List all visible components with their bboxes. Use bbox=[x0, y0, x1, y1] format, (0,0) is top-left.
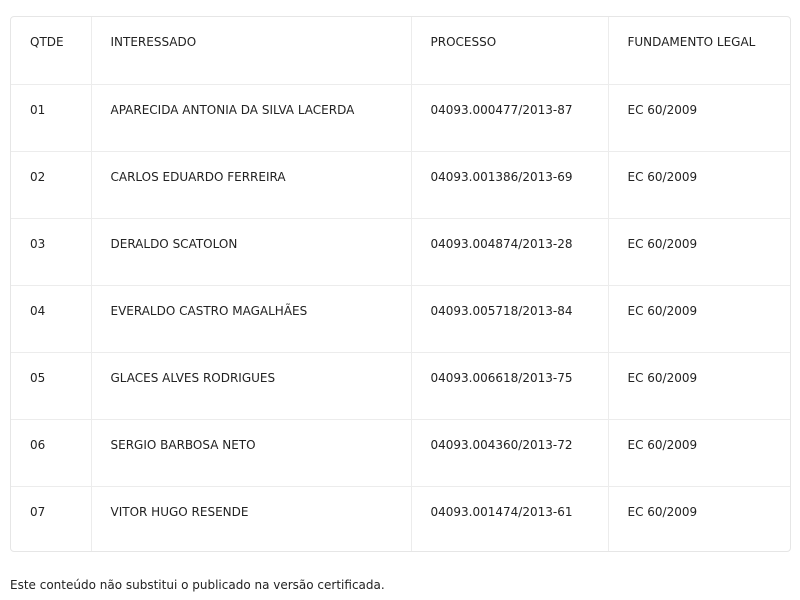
table-row bbox=[11, 84, 790, 151]
cell-interessado: SERGIO BARBOSA NETO bbox=[91, 419, 411, 486]
cell-qtde: 07 bbox=[11, 486, 91, 552]
header-processo: PROCESSO bbox=[411, 17, 608, 84]
cell-qtde: 05 bbox=[11, 352, 91, 419]
cell-qtde: 02 bbox=[11, 151, 91, 218]
cell-interessado: EVERALDO CASTRO MAGALHÃES bbox=[91, 285, 411, 352]
cell-fundamento-legal: EC 60/2009 bbox=[608, 419, 790, 486]
cell-interessado: DERALDO SCATOLON bbox=[91, 218, 411, 285]
cell-processo: 04093.005718/2013-84 bbox=[411, 285, 608, 352]
interessados-table bbox=[11, 17, 790, 552]
cell-interessado: VITOR HUGO RESENDE bbox=[91, 486, 411, 552]
cell-fundamento-legal: EC 60/2009 bbox=[627, 504, 698, 519]
table-row bbox=[11, 151, 790, 218]
cell-interessado: GLACES ALVES RODRIGUES bbox=[91, 352, 411, 419]
cell-fundamento-legal: EC 60/2009 bbox=[608, 285, 790, 352]
cell-processo: 04093.001386/2013-69 bbox=[411, 151, 608, 218]
certification-disclaimer: Este conteúdo não substitui o publicado na versão certificada. bbox=[10, 578, 385, 592]
cell-qtde: 04 bbox=[11, 285, 91, 352]
table-row bbox=[11, 218, 790, 285]
cell-qtde: 01 bbox=[11, 84, 91, 151]
cell-processo: 04093.000477/2013-87 bbox=[411, 84, 608, 151]
table-row bbox=[11, 352, 790, 419]
cell-qtde: 03 bbox=[11, 218, 91, 285]
cell-fundamento-legal: EC 60/2009 bbox=[608, 218, 790, 285]
cell-interessado: APARECIDA ANTONIA DA SILVA LACERDA bbox=[91, 84, 411, 151]
cell-processo: 04093.006618/2013-75 bbox=[411, 352, 608, 419]
cell-processo: 04093.004874/2013-28 bbox=[411, 218, 608, 285]
table-row bbox=[11, 486, 790, 552]
cell-qtde: 06 bbox=[11, 419, 91, 486]
cell-fundamento-legal: EC 60/2009 bbox=[608, 352, 790, 419]
cell-fundamento-legal: EC 60/2009 bbox=[608, 84, 790, 151]
table-row bbox=[11, 419, 790, 486]
header-fundamento-legal: FUNDAMENTO LEGAL bbox=[608, 17, 790, 84]
table-row bbox=[11, 285, 790, 352]
header-qtde: QTDE bbox=[11, 17, 91, 84]
header-interessado: INTERESSADO bbox=[91, 17, 411, 84]
cell-fundamento-legal: EC 60/2009 bbox=[608, 151, 790, 218]
data-table-container bbox=[10, 16, 791, 552]
cell-processo: 04093.004360/2013-72 bbox=[411, 419, 608, 486]
cell-interessado: CARLOS EDUARDO FERREIRA bbox=[91, 151, 411, 218]
table-header-row bbox=[11, 17, 790, 84]
cell-processo: 04093.001474/2013-61 bbox=[411, 486, 608, 552]
